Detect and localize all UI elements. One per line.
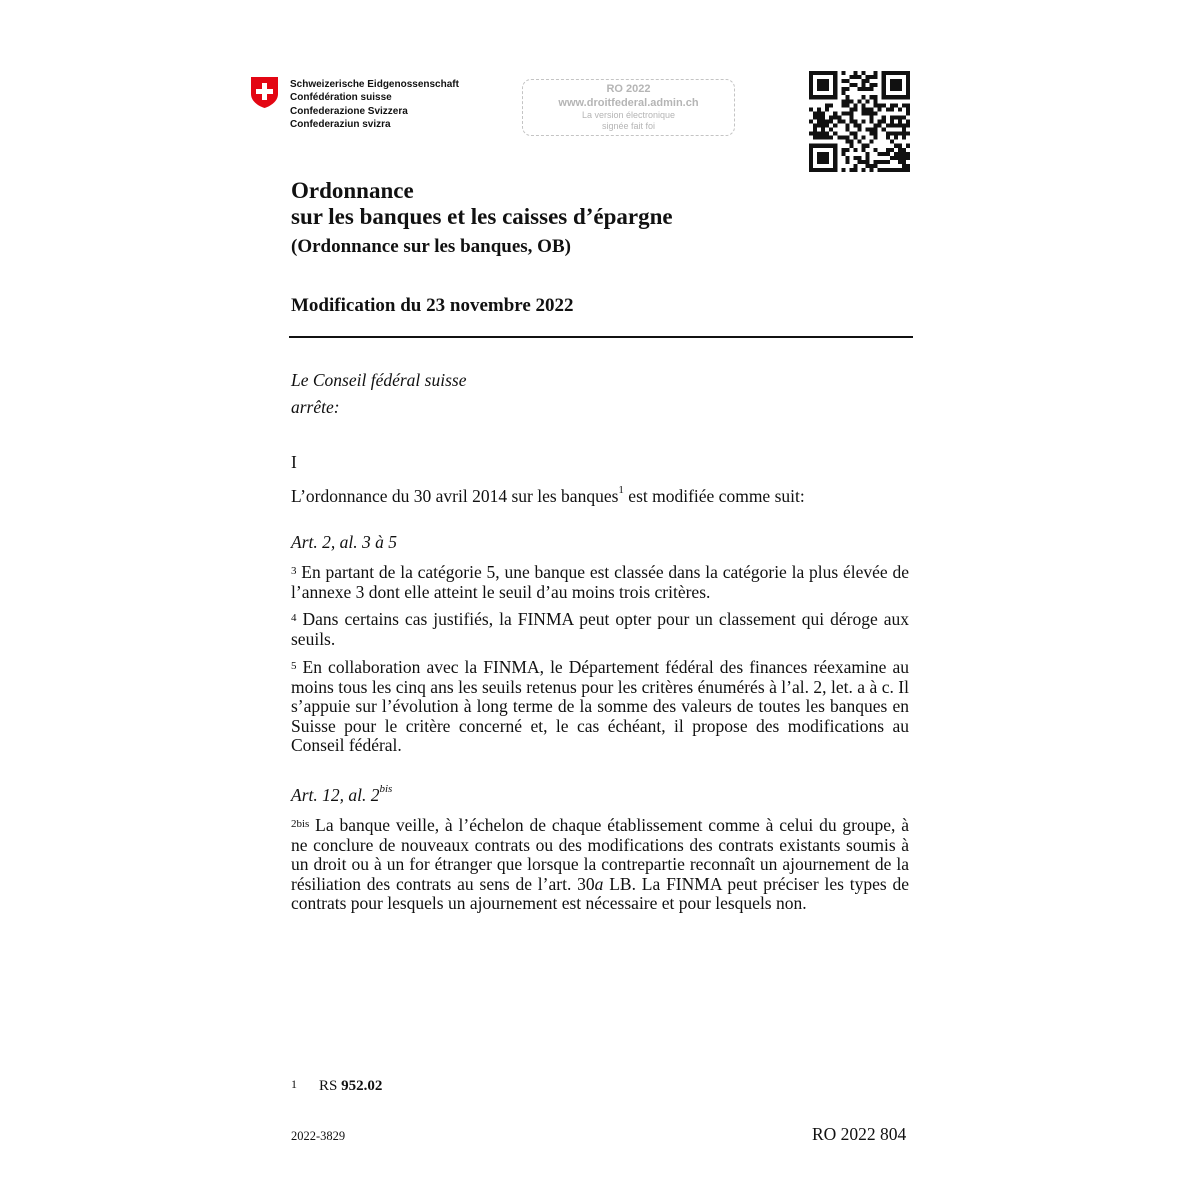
footnote-ref[interactable]: 1 — [618, 484, 624, 496]
footnote-rs-ref: 952.02 — [341, 1078, 383, 1094]
intro-text-end: est modifiée comme suit: — [623, 486, 805, 506]
title-line-1: Ordonnance — [291, 178, 414, 203]
art-12-heading-sup: bis — [379, 783, 393, 795]
art-2-heading: Art. 2, al. 3 à 5 — [291, 532, 397, 552]
paragraph-text: La banque veille, à l’échelon de chaque établissement comme à celui du groupe, à ne conclure de nouveaux contrats ou des modifications des contrats existants soumis à un droit ou à un for étranger que lorsque la contrepartie reconnaît un ajournement de la résiliation des contrats au sens de l’art. 30 — [291, 815, 909, 894]
confederation-de: Schweizerische Eidgenossenschaft — [290, 79, 459, 90]
stamp-ro: RO 2022 — [606, 83, 651, 95]
preamble — [291, 367, 466, 421]
title-line-2: sur les banques et les caisses d’épargne — [291, 204, 673, 229]
art-2-paragraph-5 — [291, 658, 909, 756]
confederation-names — [290, 78, 459, 132]
paragraph-number: 3 — [291, 565, 297, 577]
paragraph-text: En partant de la catégorie 5, une banque est classée dans la catégorie la plus élevée de l’annexe 3 dont elle atteint le seuil d’au moins trois critères. — [291, 562, 909, 602]
title-short-name: (Ordonnance sur les banques, OB) — [291, 236, 571, 257]
footnote — [291, 1078, 382, 1095]
section-number: I — [291, 452, 297, 472]
paragraph-text: En collaboration avec la FINMA, le Département fédéral des finances réexamine au moins tous les cinq ans les seuils retenus pour les critères énumérés à l’al. 2, let. a à c. Il s’appuie sur l’évolution à long terme de la somme des valeurs de toutes les banques en Suisse pour le critère concerné et, le cas échéant, il propose des modifications au Conseil fédéral. — [291, 657, 909, 756]
stamp-note-1: La version électronique — [581, 110, 676, 120]
title-divider — [289, 336, 913, 338]
confederation-fr: Confédération suisse — [290, 92, 392, 104]
paragraph-text: Dans certains cas justifiés, la FINMA peut opter pour un classement qui déroge aux seuils. — [291, 609, 909, 649]
paragraph-number: 2bis — [291, 818, 310, 830]
electronic-version-stamp — [522, 79, 735, 136]
preamble-decree: arrête: — [291, 397, 340, 417]
paragraph-number: 5 — [291, 660, 297, 672]
document-title — [291, 178, 673, 260]
art-12-paragraph-2bis — [291, 816, 909, 914]
confederation-it: Confederazione Svizzera — [290, 105, 408, 117]
paragraph-number: 4 — [291, 612, 297, 624]
confederation-rm: Confederaziun svizra — [290, 119, 391, 131]
footnote-number: 1 — [291, 1077, 297, 1091]
art-12-heading-text: Art. 12, al. 2 — [291, 785, 380, 805]
intro-sentence — [291, 486, 805, 507]
art-2-paragraph-3 — [291, 563, 909, 602]
stamp-note-2: signée fait foi — [601, 121, 656, 131]
intro-text: L’ordonnance du 30 avril 2014 sur les banques — [291, 486, 619, 506]
stamp-url: www.droitfederal.admin.ch — [558, 97, 699, 109]
preamble-issuer: Le Conseil fédéral suisse — [291, 370, 467, 390]
paragraph-text-end: LB. La FINMA peut préciser les types de contrats pour lesquels un ajournement est nécessaire et pour lesquels non. — [291, 873, 910, 914]
qr-code-icon[interactable] — [809, 71, 910, 172]
paragraph-text-italic: a — [594, 873, 604, 894]
art-12-heading — [291, 785, 392, 806]
swiss-cross-shield-icon — [250, 76, 279, 109]
modification-date: Modification du 23 novembre 2022 — [291, 295, 574, 316]
document-number: 2022-3829 — [291, 1129, 346, 1143]
ro-page-reference: RO 2022 804 — [812, 1124, 907, 1144]
art-2-paragraph-4 — [291, 610, 909, 649]
footnote-prefix: RS — [319, 1078, 342, 1094]
